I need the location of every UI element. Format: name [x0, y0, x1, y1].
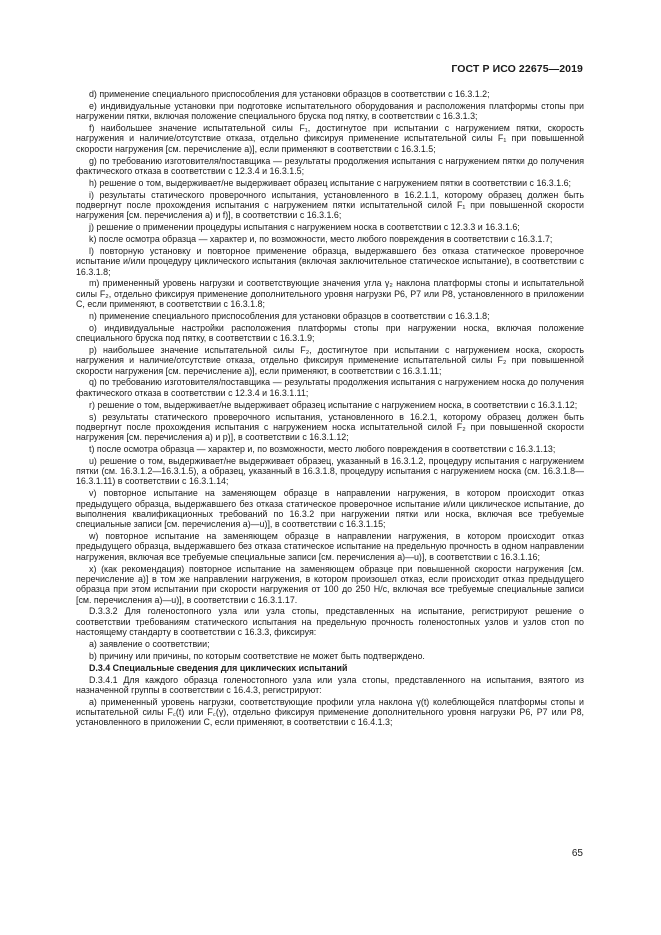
paragraph: s) результаты статического проверочного испытания, установленного в 16.2.1, которому образец должен быть подвергнут после прохождения испытания с нагружением носка испытательной силой F₂ при повышенной скорости нагружения [см. перечисления а) и р)], в соответствии с 16.3.1.12; [76, 411, 584, 443]
paragraph: t) после осмотра образца — характер и, по возможности, место любого повреждения в соответствии с 16.3.1.13; [89, 444, 556, 454]
section-heading: D.3.4 Специальные сведения для циклических испытаний [89, 662, 348, 673]
paragraph: l) повторную установку и повторное применение образца, выдержавшего без отказа статическое проверочное испытание и/или процедуру циклического испытания (включая заключительное статическое испытание), в соответствии с 16.3.1.8; [76, 245, 584, 277]
paragraph: D.3.4.1 Для каждого образца голеностопного узла или узла стопы, представленного на испытания, взятого из назначенной группы в соответствии с 16.4.3, регистрируют: [76, 674, 584, 695]
paragraph: k) после осмотра образца — характер и, по возможности, место любого повреждения в соответствии с 16.3.1.7; [89, 234, 553, 245]
page-number: 65 [571, 848, 583, 859]
paragraph: d) применение специального приспособления для установки образцов в соответствии с 16.3.1.2; [89, 89, 490, 99]
paragraph: j) решение о применении процедуры испытания с нагружением носка в соответствии с 12.3.3 и 16.3.1.6; [89, 222, 520, 233]
paragraph: w) повторное испытание на заменяющем образце в направлении нагружения, в котором происходит отказ предыдущего образца, выдержавшего без отказа статическое испытание на предельную прочность в одном направлении нагружения, включая все требуемые специальные записи [см. перечисления а)—u)], в соответствии с 16.3.1.16; [76, 531, 584, 562]
paragraph: v) повторное испытание на заменяющем образце в направлении нагружения, в котором происходит отказ предыдущего образца, выдержавшего без отказа статическое проверочное испытание и/или циклическое испытание, до выполнения квалификационных требований по 16.3.2 при нагружении пятки или носка, включая все требуемые специальные записи [см. перечисления а)—u)], в соответствии с 16.3.1.15; [76, 488, 584, 530]
paragraph: b) причину или причины, по которым соответствие не может быть подтверждено. [89, 650, 425, 661]
paragraph: p) наибольшее значение испытательной силы F₂, достигнутое при испытании с нагружением носка, скорость нагружения и наличие/отсутствие отказа, отдельно фиксируя применение испытательной силы F₂ при повышенной скорости нагружения [см. перечисление а)], если применяют, в соответствии с 16.3.1.11; [76, 344, 584, 376]
document-body [76, 89, 584, 729]
paragraph: f) наибольшее значение испытательной силы F₁, достигнутое при испытании с нагружением пятки, скорость нагружения и наличие/отсутствие отказа, отдельно фиксируя применение испытательной силы F₁ при повышенной скорости нагружения [см. перечисление а)], если применяют в соответствии с 16.3.1.5; [76, 123, 584, 154]
paragraph: e) индивидуальные установки при подготовке испытательного оборудования и расположения платформы стопы при нагружении пятки, включая положение специального бруска под пятку, в соответствии с 16.3.1.3; [76, 100, 584, 122]
paragraph: u) решение о том, выдерживает/не выдерживает образец, указанный в 16.3.1.2, процедуру испытания с нагружением пятки (см. 16.3.1.2—16.3.1.5), а образец, указанный в 16.3.1.8, процедуру испытания с нагружением носка (см. 16.3.1.8—16.3.1.11) в соответствии с 16.3.1.14; [76, 455, 584, 487]
paragraph: D.3.3.2 Для голеностопного узла или узла стопы, представленных на испытание, регистрируют решение о соответствии требованиям статического испытания на предельную прочность голеностопных узлов и узлов стоп по настоящему стандарту в соответствии с 16.3.3, фиксируя: [76, 606, 584, 638]
paragraph: n) применение специального приспособления для установки образцов в соответствии с 16.3.1.8; [89, 310, 490, 321]
document-code-header: ГОСТ Р ИСО 22675—2019 [451, 63, 583, 75]
paragraph: o) индивидуальные настройки расположения платформы стопы при нагружении носка, включая положение специального бруска под пятку, в соответствии с 16.3.1.9; [76, 322, 584, 344]
paragraph: a) заявление о соответствии; [89, 638, 210, 649]
paragraph: r) решение о том, выдерживает/не выдерживает образец испытание с нагружением носка, в соответствии с 16.3.1.12; [89, 399, 578, 410]
paragraph: i) результаты статического проверочного испытания, установленного в 16.2.1.1, которому образец должен быть подвергнут после прохождения испытания с нагружением пятки испытательной силой F₁ при повышенной скорости нагружения [см. перечисления а) и f)], в соответствии с 16.3.1.6; [76, 189, 584, 221]
paragraph: q) по требованию изготовителя/поставщика — результаты продолжения испытания с нагружением носка до получения фактического отказа в соответствии с 12.3.4 и 16.3.1.11; [76, 377, 584, 398]
paragraph: g) по требованию изготовителя/поставщика — результаты продолжения испытания с нагружением пятки до получения фактического отказа в соответствии с 12.3.4 и 16.3.1.5; [76, 155, 584, 176]
paragraph: h) решение о том, выдерживает/не выдерживает образец испытание с нагружением пятки в соответствии с 16.3.1.6; [89, 177, 571, 188]
paragraph: a) примененный уровень нагрузки, соответствующие профили угла наклона γ(t) колеблющейся платформы стопы и испытательной силы F꜀(t) или F꜀(γ), отдельно фиксируя применение дополнительного уровня нагрузки P6, P7 или P8, установленного в приложении C, если применяют, в соответствии с 16.4.1.3; [76, 696, 584, 728]
paragraph: m) примененный уровень нагрузки и соответствующие значения угла γ₂ наклона платформы стопы и испытательной силы F₂, отдельно фиксируя применение дополнительного уровня нагрузки P6, P7 или P8, установленного в приложении C, если применяют, в соответствии с 16.3.1.8; [76, 278, 584, 309]
paragraph: x) (как рекомендация) повторное испытание на заменяющем образце при повышенной скорости нагружения [см. перечисление а)] в том же направлении нагружения, в котором произошел отказ, если происходит отказ предыдущего образца при этом испытании при скорости нагружения от 100 до 250 Н/с, включая все требуемые специальные записи [см. перечисления а)—u)], в соответствии с 16.3.1.17. [76, 563, 584, 605]
